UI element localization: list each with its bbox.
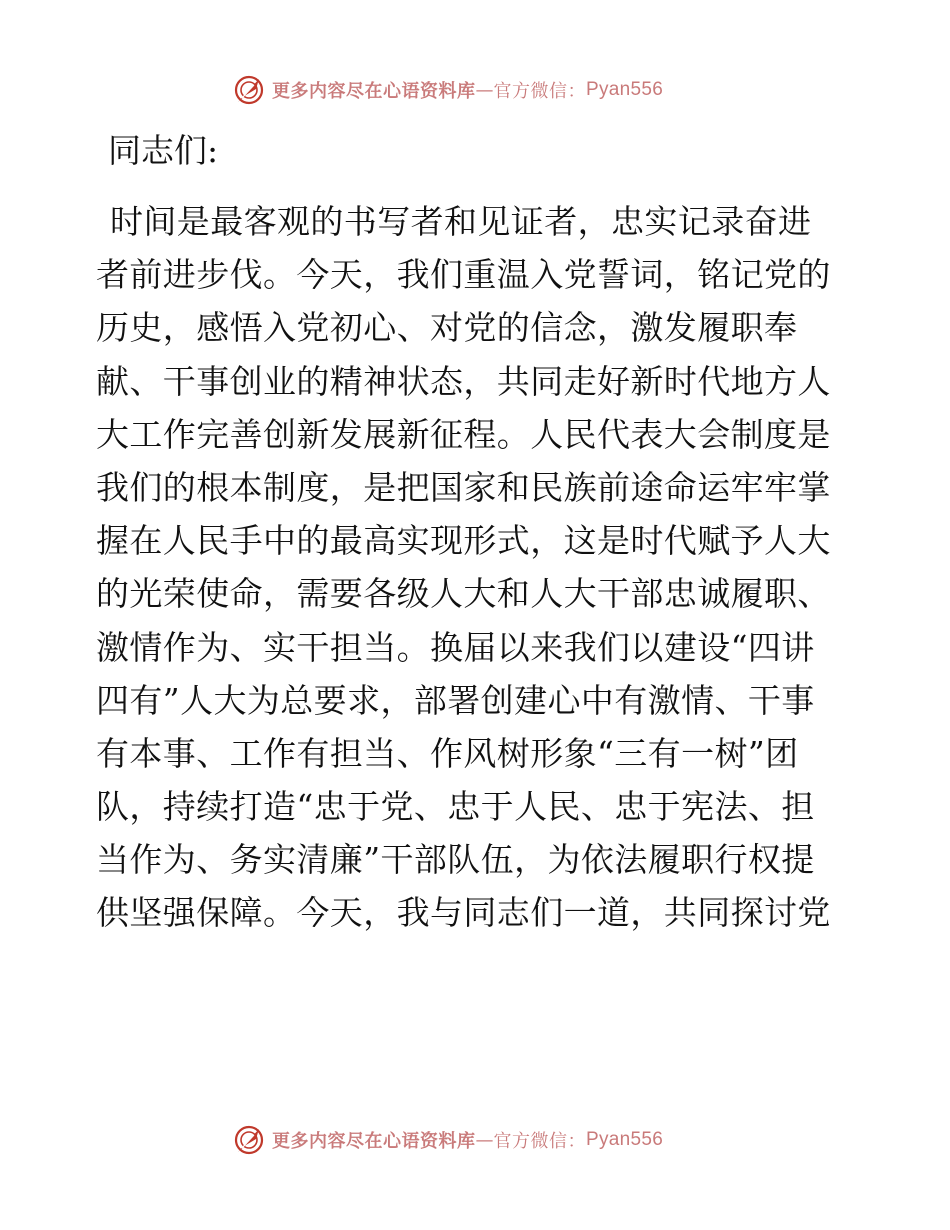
paragraph-line: 激情作为、实干担当。换届以来我们以建设“四讲 xyxy=(96,627,815,667)
paragraph-line: 有本事、工作有担当、作风树形象“三有一树”团 xyxy=(96,733,799,773)
paragraph-line: 队，持续打造“忠于党、忠于人民、忠于宪法、担 xyxy=(96,787,815,827)
salutation: 同志们: xyxy=(108,131,219,170)
paragraph-line: 时间是最客观的书写者和见证者，忠实记录奋进 xyxy=(110,202,812,241)
body-paragraph xyxy=(96,195,856,940)
paragraph-line: 历史，感悟入党初心、对党的信念，激发履职奉 xyxy=(96,308,798,348)
paragraph-line: 四有”人大为总要求，部署创建心中有激情、干事 xyxy=(96,680,815,720)
paragraph-line: 献、干事创业的精神状态，共同走好新时代地方人 xyxy=(96,361,831,401)
feather-logo-icon xyxy=(232,1123,266,1157)
banner-wechat-label: 官方微信： xyxy=(493,81,586,102)
paragraph-line: 我们的根本制度，是把国家和民族前途命运牢牢掌 xyxy=(96,467,831,507)
paragraph-line: 供坚强保障。今天，我与同志们一道，共同探讨党 xyxy=(96,893,831,933)
feather-logo-icon xyxy=(232,73,266,107)
paragraph-line: 的光荣使命，需要各级人大和人大干部忠诚履职、 xyxy=(96,574,831,614)
banner-main-text: 更多内容尽在心语资料库 xyxy=(272,81,476,102)
banner-wechat-label: 官方微信： xyxy=(493,1131,586,1152)
banner-dash: — xyxy=(475,1129,494,1151)
footer-watermark-banner xyxy=(232,1122,663,1158)
paragraph-line: 者前进步伐。今天，我们重温入党誓词，铭记党的 xyxy=(96,255,831,295)
banner-wechat-id: Pyan556 xyxy=(586,79,664,100)
banner-wechat-id: Pyan556 xyxy=(586,1129,664,1150)
paragraph-line: 握在人民手中的最高实现形式，这是时代赋予人大 xyxy=(96,521,831,561)
paragraph-line: 大工作完善创新发展新征程。人民代表大会制度是 xyxy=(96,414,831,454)
banner-dash: — xyxy=(475,79,494,101)
paragraph-line: 当作为、务实清廉”干部队伍，为依法履职行权提 xyxy=(96,840,815,880)
header-watermark-banner xyxy=(232,72,663,108)
banner-main-text: 更多内容尽在心语资料库 xyxy=(272,1131,476,1152)
